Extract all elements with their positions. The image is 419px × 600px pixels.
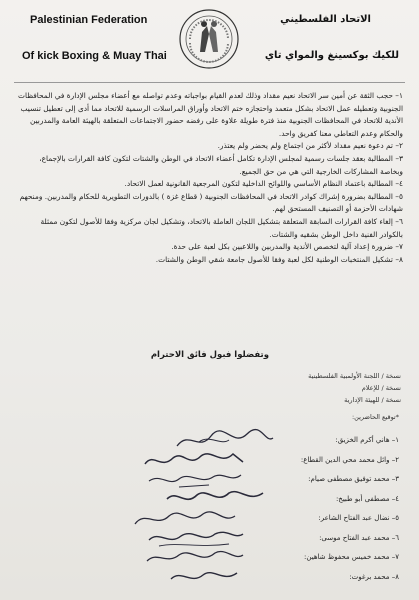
decision-item: ٦– إلغاء كافة القرارات السابقة المتعلقة بتشكيل اللجان العاملة بالاتحاد، وتشكيل لجان مركزية وفقا للأصول لتكون ممثلة بالكوادر الفنية داخل الوطن بشقيه والشتات. xyxy=(40,216,403,239)
decisions-list xyxy=(18,90,403,266)
header-divider xyxy=(14,82,405,83)
decision-item: ٢– تم دعوة نعيم مقداد لأكثر من اجتماع ولم يحضر ولم يعتذر. xyxy=(217,141,403,151)
signatory-row xyxy=(19,569,399,589)
signatory-name: ٢– وائل محمد محي الدين القطاع: xyxy=(300,455,399,464)
handwritten-signature xyxy=(159,561,269,591)
decision-item: ٥– المطالبة بضرورة إشراك كوادر الاتحاد في المحافظات الجنوبية ( قطاع غزة ) بالدورات التطويرية للحكام والمدربين. ومنحهم شهادات الأحزمة أو التصنيف المستحق لهم. xyxy=(19,191,403,214)
header-english-line-1: Palestinian Federation xyxy=(30,14,148,26)
closing-salutation: وتفضلوا فبول فائق الاحترام xyxy=(150,350,269,360)
copies-list xyxy=(308,370,401,406)
signatory-name: ٦– محمد عبد الفتاح موسى: xyxy=(319,533,399,542)
header-arabic-line-1: الاتحاد الفلسطيني xyxy=(280,14,371,25)
decision-item: ٤– المطالبة باعتماد النظام الأساسي واللوائح الداخلية لتكون المرجعية القانونية لعمل الاتحاد. xyxy=(124,179,403,189)
decision-item: ٧– ضرورة إعداد آلية لتخصص الأندية والمدربين واللاعبين بكل لعبة على حدة. xyxy=(171,242,403,252)
copy-recipient: نسخة / للهيئة الإدارية xyxy=(344,396,401,404)
copy-recipient: نسخة / اللجنة الأولمبية الفلسطينية xyxy=(308,372,401,380)
signatory-name: ٨– محمد برغوت: xyxy=(349,572,399,581)
signatory-name: ٣– محمد توفيق مصطفى صيام: xyxy=(308,475,399,483)
signatory-name: ١– هاني أكرم الخزيق: xyxy=(335,436,399,444)
signatures-list xyxy=(19,432,399,588)
copy-recipient: نسخة / للإعلام xyxy=(361,384,401,392)
signatory-name: ٥– نضال عبد الفتاح الشاعر: xyxy=(318,514,399,522)
signatory-name: ٤– مصطفى أبو طبيخ: xyxy=(335,494,399,503)
signatory-name: ٧– محمد خميس محفوظ شاهين: xyxy=(304,553,399,561)
federation-seal-logo xyxy=(178,8,240,70)
decision-item: ٨– تشكيل المنتخبات الوطنية لكل لعبة وفقا للأصول جامعة شقي الوطن والشتات. xyxy=(155,254,403,264)
header-english-line-2: Of kick Boxing & Muay Thai xyxy=(22,50,167,62)
signatures-heading: *توقيع الحاضرين: xyxy=(351,413,399,421)
decision-item: ١– حجب الثقة عن أمين سر الاتحاد نعيم مقداد وذلك لعدم القيام بواجباته وعدم تواصله مع أعضاء مجلس الإدارة في المحافظات الجنوبية وتعطيله عمل الاتحاد بشكل متعمد واحتجازه ختم الاتحاد وأوراق المراسلات الرسمية للاتحاد مما أدى إلى تعطيل تنسيب الأندية للاتحاد في المحافظات الجنوبية منذ فترة طويلة علاوة على رفضه حضور الاجتماعات المتعلقة بالهيئة العامة والمدربين والحكام وعدم التعاطي معنا كفريق واحد. xyxy=(17,91,403,138)
decision-item: ٣– المطالبة بعقد جلسات رسمية لمجلس الإدارة تكامل أعضاء الاتحاد في الوطن والشتات لتكون كافة القرارات بالإجماع، وبخاصة المشاركات الخارجية التي هي من حق الجميع. xyxy=(39,153,403,176)
header-arabic-line-2: للكيك بوكسينغ والمواي تاي xyxy=(264,50,399,61)
